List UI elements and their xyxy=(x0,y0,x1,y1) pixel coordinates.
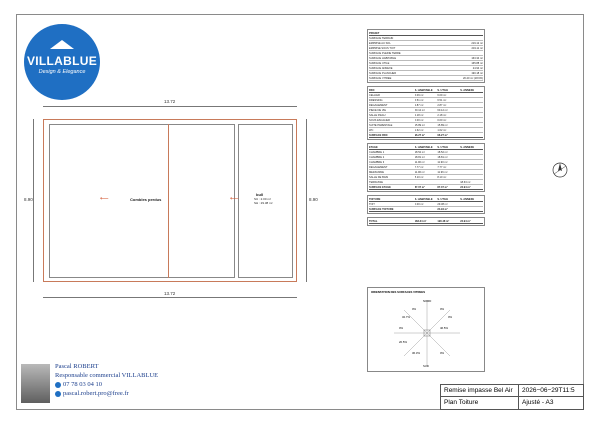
etage-total-3: 24.94 m² xyxy=(460,185,471,189)
row-value: 18.52 m² xyxy=(437,150,448,154)
villablue-logo xyxy=(24,24,100,100)
dimension-line-left xyxy=(33,119,34,282)
row-label: CHAMBRE 3 xyxy=(369,160,385,164)
row-value: 15.89 m² xyxy=(437,123,448,127)
row-value: 6.51 m² xyxy=(414,98,424,102)
orientation-label: NORD xyxy=(423,299,432,303)
toiture-header-1: S. HABITABLE xyxy=(414,197,433,201)
row-label: DEGAGEMENT xyxy=(369,103,388,107)
orientation-label: 0% xyxy=(399,326,404,330)
rdc-header-1: S. HABITABLE xyxy=(414,88,433,92)
orientation-label: 0% xyxy=(412,307,417,311)
contact-email-row[interactable] xyxy=(55,389,158,398)
row-value: 219.12 m² xyxy=(471,41,483,45)
row-value: 15.89 m² xyxy=(414,123,425,127)
contact-name: Pascal ROBERT xyxy=(55,363,99,370)
row-value: 11.96 m² xyxy=(414,170,425,174)
row-value: 163.34 m² xyxy=(471,56,483,60)
dimension-right: 8.90 xyxy=(309,197,318,202)
logo-brand-text: VILLABLUE xyxy=(26,54,98,68)
row-value: 1.62 m² xyxy=(414,128,424,132)
title-block xyxy=(440,384,584,410)
row-value: 18.81 m² xyxy=(414,155,425,159)
row-value: 1.62 m² xyxy=(437,128,447,132)
row-value: 0.00 m² xyxy=(414,202,424,206)
row-value: 60.12 m² xyxy=(437,108,448,112)
row-value: 18.52 m² xyxy=(414,150,425,154)
row-value: 2.87 m² xyxy=(414,103,424,107)
contact-block xyxy=(55,362,158,398)
row-label: SALLE DE BAIN xyxy=(369,175,389,179)
rdc-header-0: RDC xyxy=(369,88,375,92)
slope-arrow-icon: ⟵ xyxy=(100,196,109,202)
row-value: 18.63 m² xyxy=(460,180,471,184)
row-label: MEZZANINE xyxy=(369,170,384,174)
table-section-rdc xyxy=(367,86,485,140)
row-label: PIECE DE VIE xyxy=(369,108,387,112)
phone-icon xyxy=(55,382,61,388)
project-name: Remise impasse Bel Air xyxy=(441,385,519,397)
dimension-top: 13.72 xyxy=(164,99,176,104)
room-side-area-1: SU : 2.00 m² xyxy=(254,197,271,201)
row-value: 2.87 m² xyxy=(437,103,447,107)
rdc-header-2: S. UTILE xyxy=(437,88,449,92)
row-label: SURFACE HABITABLE xyxy=(369,56,397,60)
etage-total-label: SURFACE ÉTAGE xyxy=(369,185,391,189)
row-value: 6.09 m² xyxy=(437,93,447,97)
surface-table xyxy=(367,29,485,229)
room-side-label: bull xyxy=(256,192,264,197)
orientation-label: 0% xyxy=(448,315,453,319)
row-label: SURFACE ANNEXE xyxy=(369,66,393,70)
row-label: EMPRISE AU SOL xyxy=(369,41,391,45)
etage-header-0: ÉTAGE xyxy=(369,145,378,149)
row-label: CHAMBRE 1 xyxy=(369,150,385,154)
dimension-line-top xyxy=(43,106,297,107)
row-value: 6.51 m² xyxy=(437,98,447,102)
row-value: 29.38 m² xyxy=(437,202,448,206)
row-label: EMPRISE SOUS TOIT xyxy=(369,46,396,50)
row-label: SUITE PARENTALE xyxy=(369,123,393,127)
etage-header-3: S. ANNEXE xyxy=(460,145,475,149)
projet-title: PROJET xyxy=(369,31,380,35)
row-label: SURFACE VITREE xyxy=(369,76,392,80)
row-label: SALLE D'EAU xyxy=(369,113,386,117)
row-label: DRESSING xyxy=(369,98,383,102)
row-label: SURFACE TERRAIN xyxy=(369,36,394,40)
row-value: 7.77 m² xyxy=(437,165,447,169)
toiture-total-2: 24.94 m² xyxy=(437,207,448,211)
rdc-total-1: 96.27 m² xyxy=(414,133,425,137)
etage-header-1: S. HABITABLE xyxy=(414,145,433,149)
email-icon xyxy=(55,391,61,397)
contact-email: pascal.robert.pro@free.fr xyxy=(63,390,129,397)
row-value: 6.09 m² xyxy=(414,93,424,97)
row-value: 11.90 m² xyxy=(437,160,448,164)
row-value: 24.94 m² xyxy=(472,66,483,70)
row-value: 2.18 m² xyxy=(414,113,424,117)
rdc-total-label: SURFACE RDC xyxy=(369,133,388,137)
contact-phone-row[interactable] xyxy=(55,380,158,389)
table-section-etage xyxy=(367,143,485,192)
contact-role: Responsable commercial VILLABLUE xyxy=(55,372,159,379)
row-value: 20.40 m² (18.6%) xyxy=(462,76,483,80)
contact-photo xyxy=(21,364,50,403)
row-label: TERRASSE xyxy=(369,180,383,184)
dimension-left: 8.90 xyxy=(24,197,33,202)
grand-total-1: 183.34 m² xyxy=(414,219,427,223)
dimension-line-right xyxy=(306,119,307,282)
etage-header-2: S. UTILE xyxy=(437,145,449,149)
row-label: CELLIER xyxy=(369,93,380,97)
slope-arrow-side-icon: ⟵ xyxy=(230,196,239,202)
orientation-label: 0% xyxy=(440,351,445,355)
orientation-label: SUD xyxy=(423,364,429,368)
row-value: 18.81 m² xyxy=(437,155,448,159)
rdc-total-2: 96.27 m² xyxy=(437,133,448,137)
rdc-header-3: S. ANNEXE xyxy=(460,88,475,92)
row-value: 11.96 m² xyxy=(437,170,448,174)
row-value: 8.10 m² xyxy=(414,175,424,179)
row-value: 0.00 m² xyxy=(437,118,447,122)
grand-total-2: 190.48 m² xyxy=(437,219,450,223)
sheet-scale: Ajusté - A3 xyxy=(522,399,554,406)
row-label: DEGAGEMENT xyxy=(369,165,388,169)
project-date: 2026−06−29T11:5 xyxy=(519,385,583,397)
row-label: SURFACE UTILE xyxy=(369,61,390,65)
etage-total-1: 87.07 m² xyxy=(414,185,425,189)
row-value: 219.11 m² xyxy=(471,46,483,50)
row-label: SURFACE PLANCHER xyxy=(369,71,397,75)
toiture-header-0: TOITURE xyxy=(369,197,381,201)
grand-total-label: TOTAL xyxy=(369,219,378,223)
toiture-total-label: SURFACE TOITURE xyxy=(369,207,394,211)
contact-phone: 07 78 03 04 10 xyxy=(63,381,102,388)
dimension-line-bottom xyxy=(43,297,297,298)
orientation-label: 46.5% xyxy=(440,326,448,330)
row-value: 7.77 m² xyxy=(414,165,424,169)
orientation-label: 36.3% xyxy=(412,351,420,355)
dimension-bottom: 13.72 xyxy=(164,291,176,296)
north-arrow-icon xyxy=(552,162,568,178)
table-row xyxy=(369,76,483,81)
row-value: 2.18 m² xyxy=(437,113,447,117)
row-value: 165.88 m² xyxy=(471,61,483,65)
sheet-name: Plan Toiture xyxy=(441,397,519,409)
table-section-total xyxy=(367,217,485,226)
grand-total-3: 24.94 m² xyxy=(460,219,471,223)
orientation-title: ORIENTATION DES SURFACES VITREES xyxy=(371,290,426,294)
row-label: WC xyxy=(369,128,374,132)
ridge-line xyxy=(168,124,169,278)
row-label: TOIT xyxy=(369,202,375,206)
room-main-label: Combles perdus xyxy=(130,197,162,202)
row-label: CHAMBRE 2 xyxy=(369,155,385,159)
orientation-diagram xyxy=(367,287,485,372)
logo-tagline: Design & Elegance xyxy=(38,69,86,75)
row-value: 190.18 m² xyxy=(471,71,483,75)
roof-plan xyxy=(43,119,297,282)
house-roof-icon xyxy=(50,40,74,49)
row-value: 8.10 m² xyxy=(437,175,447,179)
table-section-projet xyxy=(367,29,485,83)
row-value: 60.12 m² xyxy=(414,108,425,112)
row-label: SURFACE PLEINE TERRE xyxy=(369,51,401,55)
orientation-label: 0% xyxy=(440,307,445,311)
row-value: 0.00 m² xyxy=(414,118,424,122)
room-side-area-2: SH : 29.38 m² xyxy=(254,201,273,205)
orientation-label: 32.7% xyxy=(402,315,410,319)
row-value: 11.90 m² xyxy=(414,160,425,164)
toiture-header-2: S. UTILE xyxy=(437,197,449,201)
toiture-header-3: S. ANNEXE xyxy=(460,197,475,201)
orientation-label: 20.5% xyxy=(399,340,407,344)
etage-total-2: 87.07 m² xyxy=(437,185,448,189)
table-section-toiture xyxy=(367,195,485,214)
row-label: SOUS ESCALIER xyxy=(369,118,390,122)
